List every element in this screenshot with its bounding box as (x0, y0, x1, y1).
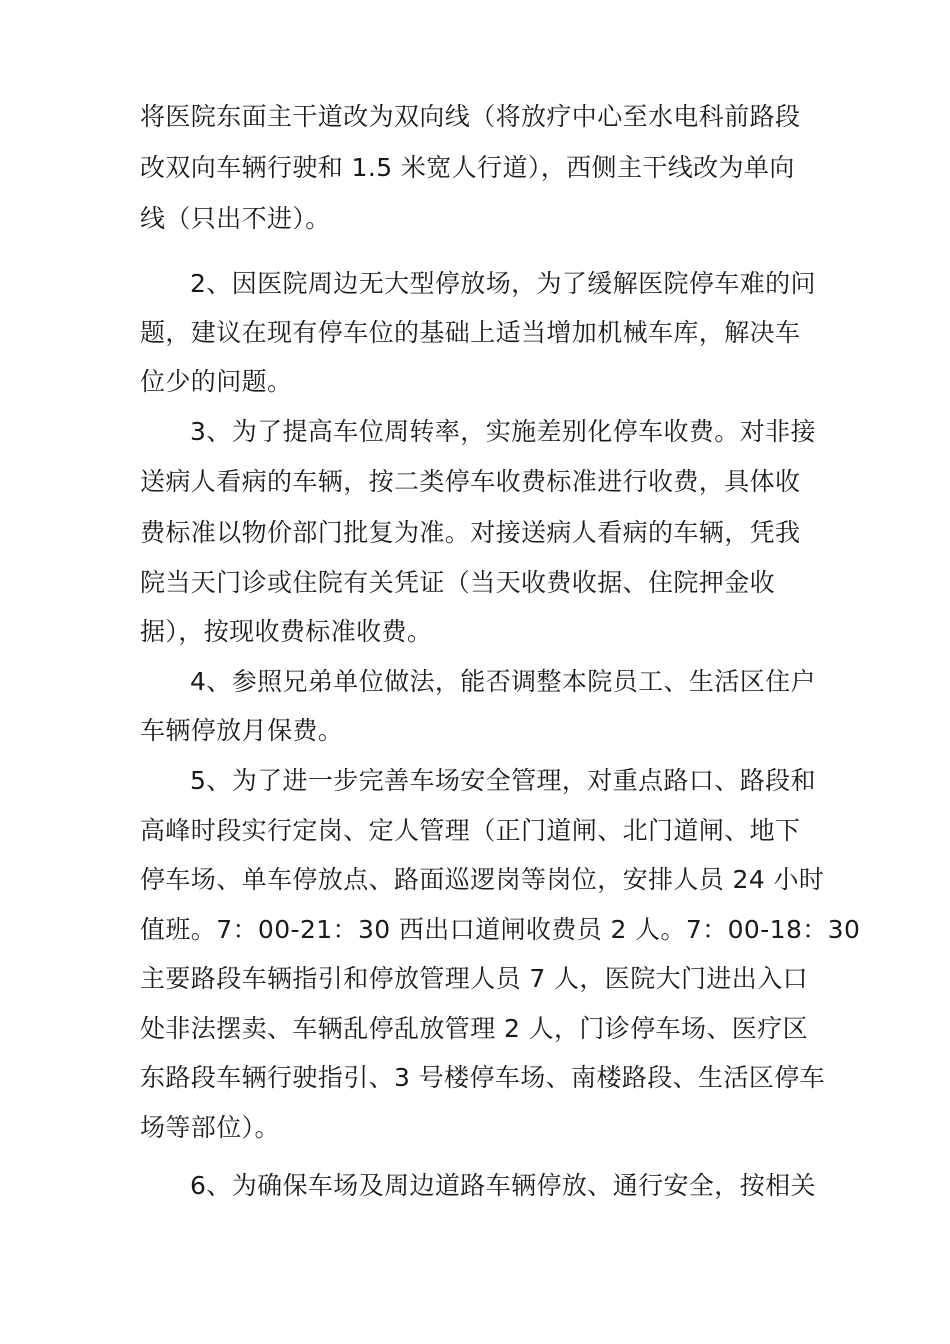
paragraph-3-line-1: 3、为了提高车位周转率，实施差别化停车收费。对非接 (190, 417, 816, 446)
paragraph-3-line-4: 院当天门诊或住院有关凭证（当天收费收据、住院押金收 (140, 568, 776, 597)
paragraph-2-line-1: 2、因医院周边无大型停放场，为了缓解医院停车难的问 (190, 269, 816, 298)
paragraph-4-line-1: 4、参照兄弟单位做法，能否调整本院员工、生活区住户 (190, 667, 816, 696)
paragraph-1-line-1: 将医院东面主干道改为双向线（将放疗中心至水电科前路段 (140, 102, 801, 131)
paragraph-1-line-3: 线（只出不进）。 (140, 204, 331, 233)
paragraph-5-line-4: 值班。7：00-21：30 西出口道闸收费员 2 人。7：00-18：30 (140, 915, 861, 944)
paragraph-5-line-8: 场等部位）。 (140, 1113, 280, 1142)
paragraph-5-line-5: 主要路段车辆指引和停放管理人员 7 人，医院大门进出入口 (140, 964, 809, 993)
paragraph-5-line-2: 高峰时段实行定岗、定人管理（正门道闸、北门道闸、地下 (140, 816, 801, 845)
paragraph-6-line-1: 6、为确保车场及周边道路车辆停放、通行安全，按相关 (190, 1171, 816, 1200)
paragraph-3-line-2: 送病人看病的车辆，按二类停车收费标准进行收费，具体收 (140, 467, 801, 496)
paragraph-1-line-2: 改双向车辆行驶和 1.5 米宽人行道），西侧主干线改为单向 (140, 153, 795, 182)
paragraph-3-line-3: 费标准以物价部门批复为准。对接送病人看病的车辆，凭我 (140, 518, 801, 547)
paragraph-5-line-6: 处非法摆卖、车辆乱停乱放管理 2 人，门诊停车场、医疗区 (140, 1014, 809, 1043)
paragraph-5-line-7: 东路段车辆行驶指引、3 号楼停车场、南楼路段、生活区停车 (140, 1063, 826, 1092)
paragraph-5-line-1: 5、为了进一步完善车场安全管理，对重点路口、路段和 (190, 766, 816, 795)
paragraph-5-line-3: 停车场、单车停放点、路面巡逻岗等岗位，安排人员 24 小时 (140, 865, 825, 894)
paragraph-2-line-2: 题，建议在现有停车位的基础上适当增加机械车库，解决车 (140, 318, 801, 347)
paragraph-2-line-3: 位少的问题。 (140, 367, 293, 396)
paragraph-3-line-5: 据），按现收费标准收费。 (140, 617, 433, 646)
paragraph-4-line-2: 车辆停放月保费。 (140, 716, 344, 745)
